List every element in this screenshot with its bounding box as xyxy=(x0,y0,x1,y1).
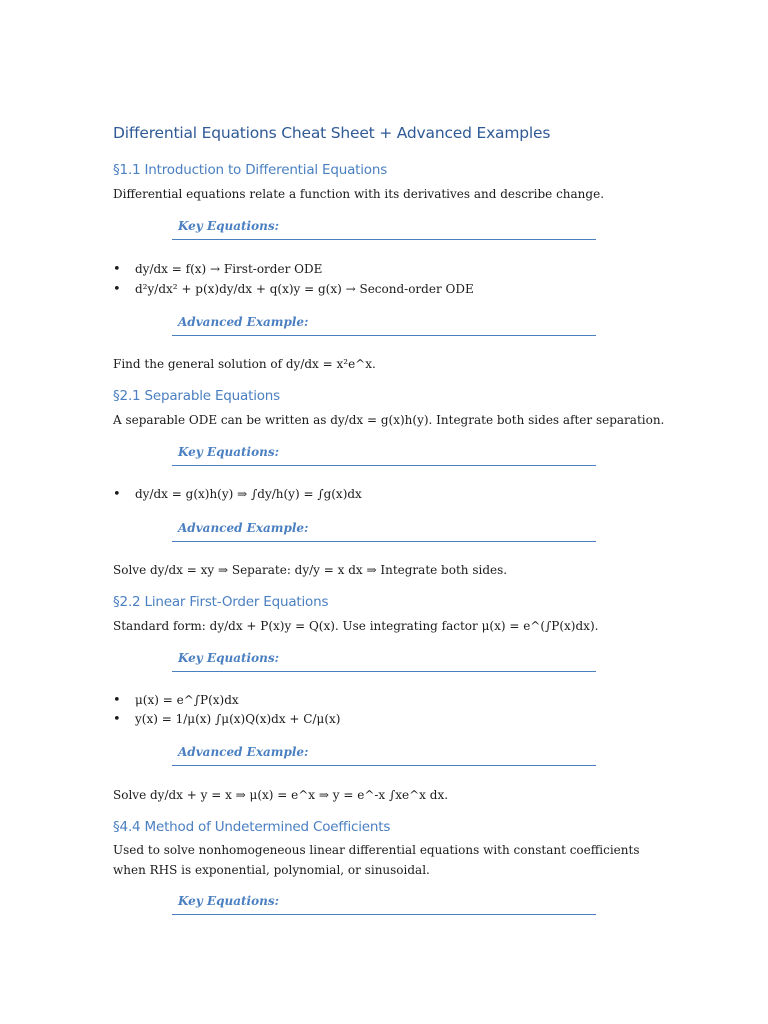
key-equations-heading xyxy=(172,649,596,672)
equation-text: d²y/dx² + p(x)dy/dx + q(x)y = g(x) → Second-order ODE xyxy=(135,282,474,296)
equation-text: dy/dx = g(x)h(y) ⇒ ∫dy/h(y) = ∫g(x)dx xyxy=(135,487,362,501)
key-equations-label: Key Equations: xyxy=(178,219,280,233)
example-text-2-1: Solve dy/dx = xy ⇒ Separate: dy/y = x dx ⇒ Integrate both sides. xyxy=(113,563,508,577)
bullet-icon: • xyxy=(113,693,121,708)
advanced-example-heading xyxy=(172,743,596,766)
bullet-icon: • xyxy=(113,262,121,277)
section-intro-2-1: A separable ODE can be written as dy/dx = g(x)h(y). Integrate both sides after separation. xyxy=(113,413,665,427)
section-intro-2-2: Standard form: dy/dx + P(x)y = Q(x). Use integrating factor μ(x) = e^(∫P(x)dx). xyxy=(113,619,599,633)
advanced-example-label: Advanced Example: xyxy=(178,315,309,329)
equation-text: y(x) = 1/μ(x) ∫μ(x)Q(x)dx + C/μ(x) xyxy=(135,712,341,726)
advanced-example-heading xyxy=(172,519,596,542)
equation-text: dy/dx = f(x) → First-order ODE xyxy=(135,262,323,276)
advanced-example-heading xyxy=(172,313,596,336)
section-heading-2-2: §2.2 Linear First-Order Equations xyxy=(113,594,329,610)
equation-text: μ(x) = e^∫P(x)dx xyxy=(135,693,239,707)
example-text-2-2: Solve dy/dx + y = x ⇒ μ(x) = e^x ⇒ y = e^-x ∫xe^x dx. xyxy=(113,788,449,802)
bullet-icon: • xyxy=(113,712,121,727)
section-heading-2-1: §2.1 Separable Equations xyxy=(113,388,280,404)
key-equations-label: Key Equations: xyxy=(178,445,280,459)
advanced-example-label: Advanced Example: xyxy=(178,745,309,759)
key-equations-heading xyxy=(172,217,596,240)
section-intro-4-4-line2: when RHS is exponential, polynomial, or sinusoidal. xyxy=(113,863,430,877)
key-equations-heading xyxy=(172,443,596,466)
key-equations-label: Key Equations: xyxy=(178,651,280,665)
section-heading-1-1: §1.1 Introduction to Differential Equations xyxy=(113,162,388,178)
example-text-1-1: Find the general solution of dy/dx = x²e^x. xyxy=(113,357,376,371)
key-equations-label: Key Equations: xyxy=(178,894,280,908)
key-equations-heading xyxy=(172,892,596,915)
document-title: Differential Equations Cheat Sheet + Advanced Examples xyxy=(113,124,551,142)
section-intro-4-4-line1: Used to solve nonhomogeneous linear differential equations with constant coefficients xyxy=(113,843,640,857)
bullet-icon: • xyxy=(113,487,121,502)
section-intro-1-1: Differential equations relate a function with its derivatives and describe change. xyxy=(113,187,605,201)
advanced-example-label: Advanced Example: xyxy=(178,521,309,535)
section-heading-4-4: §4.4 Method of Undetermined Coefficients xyxy=(113,819,391,835)
bullet-icon: • xyxy=(113,282,121,297)
